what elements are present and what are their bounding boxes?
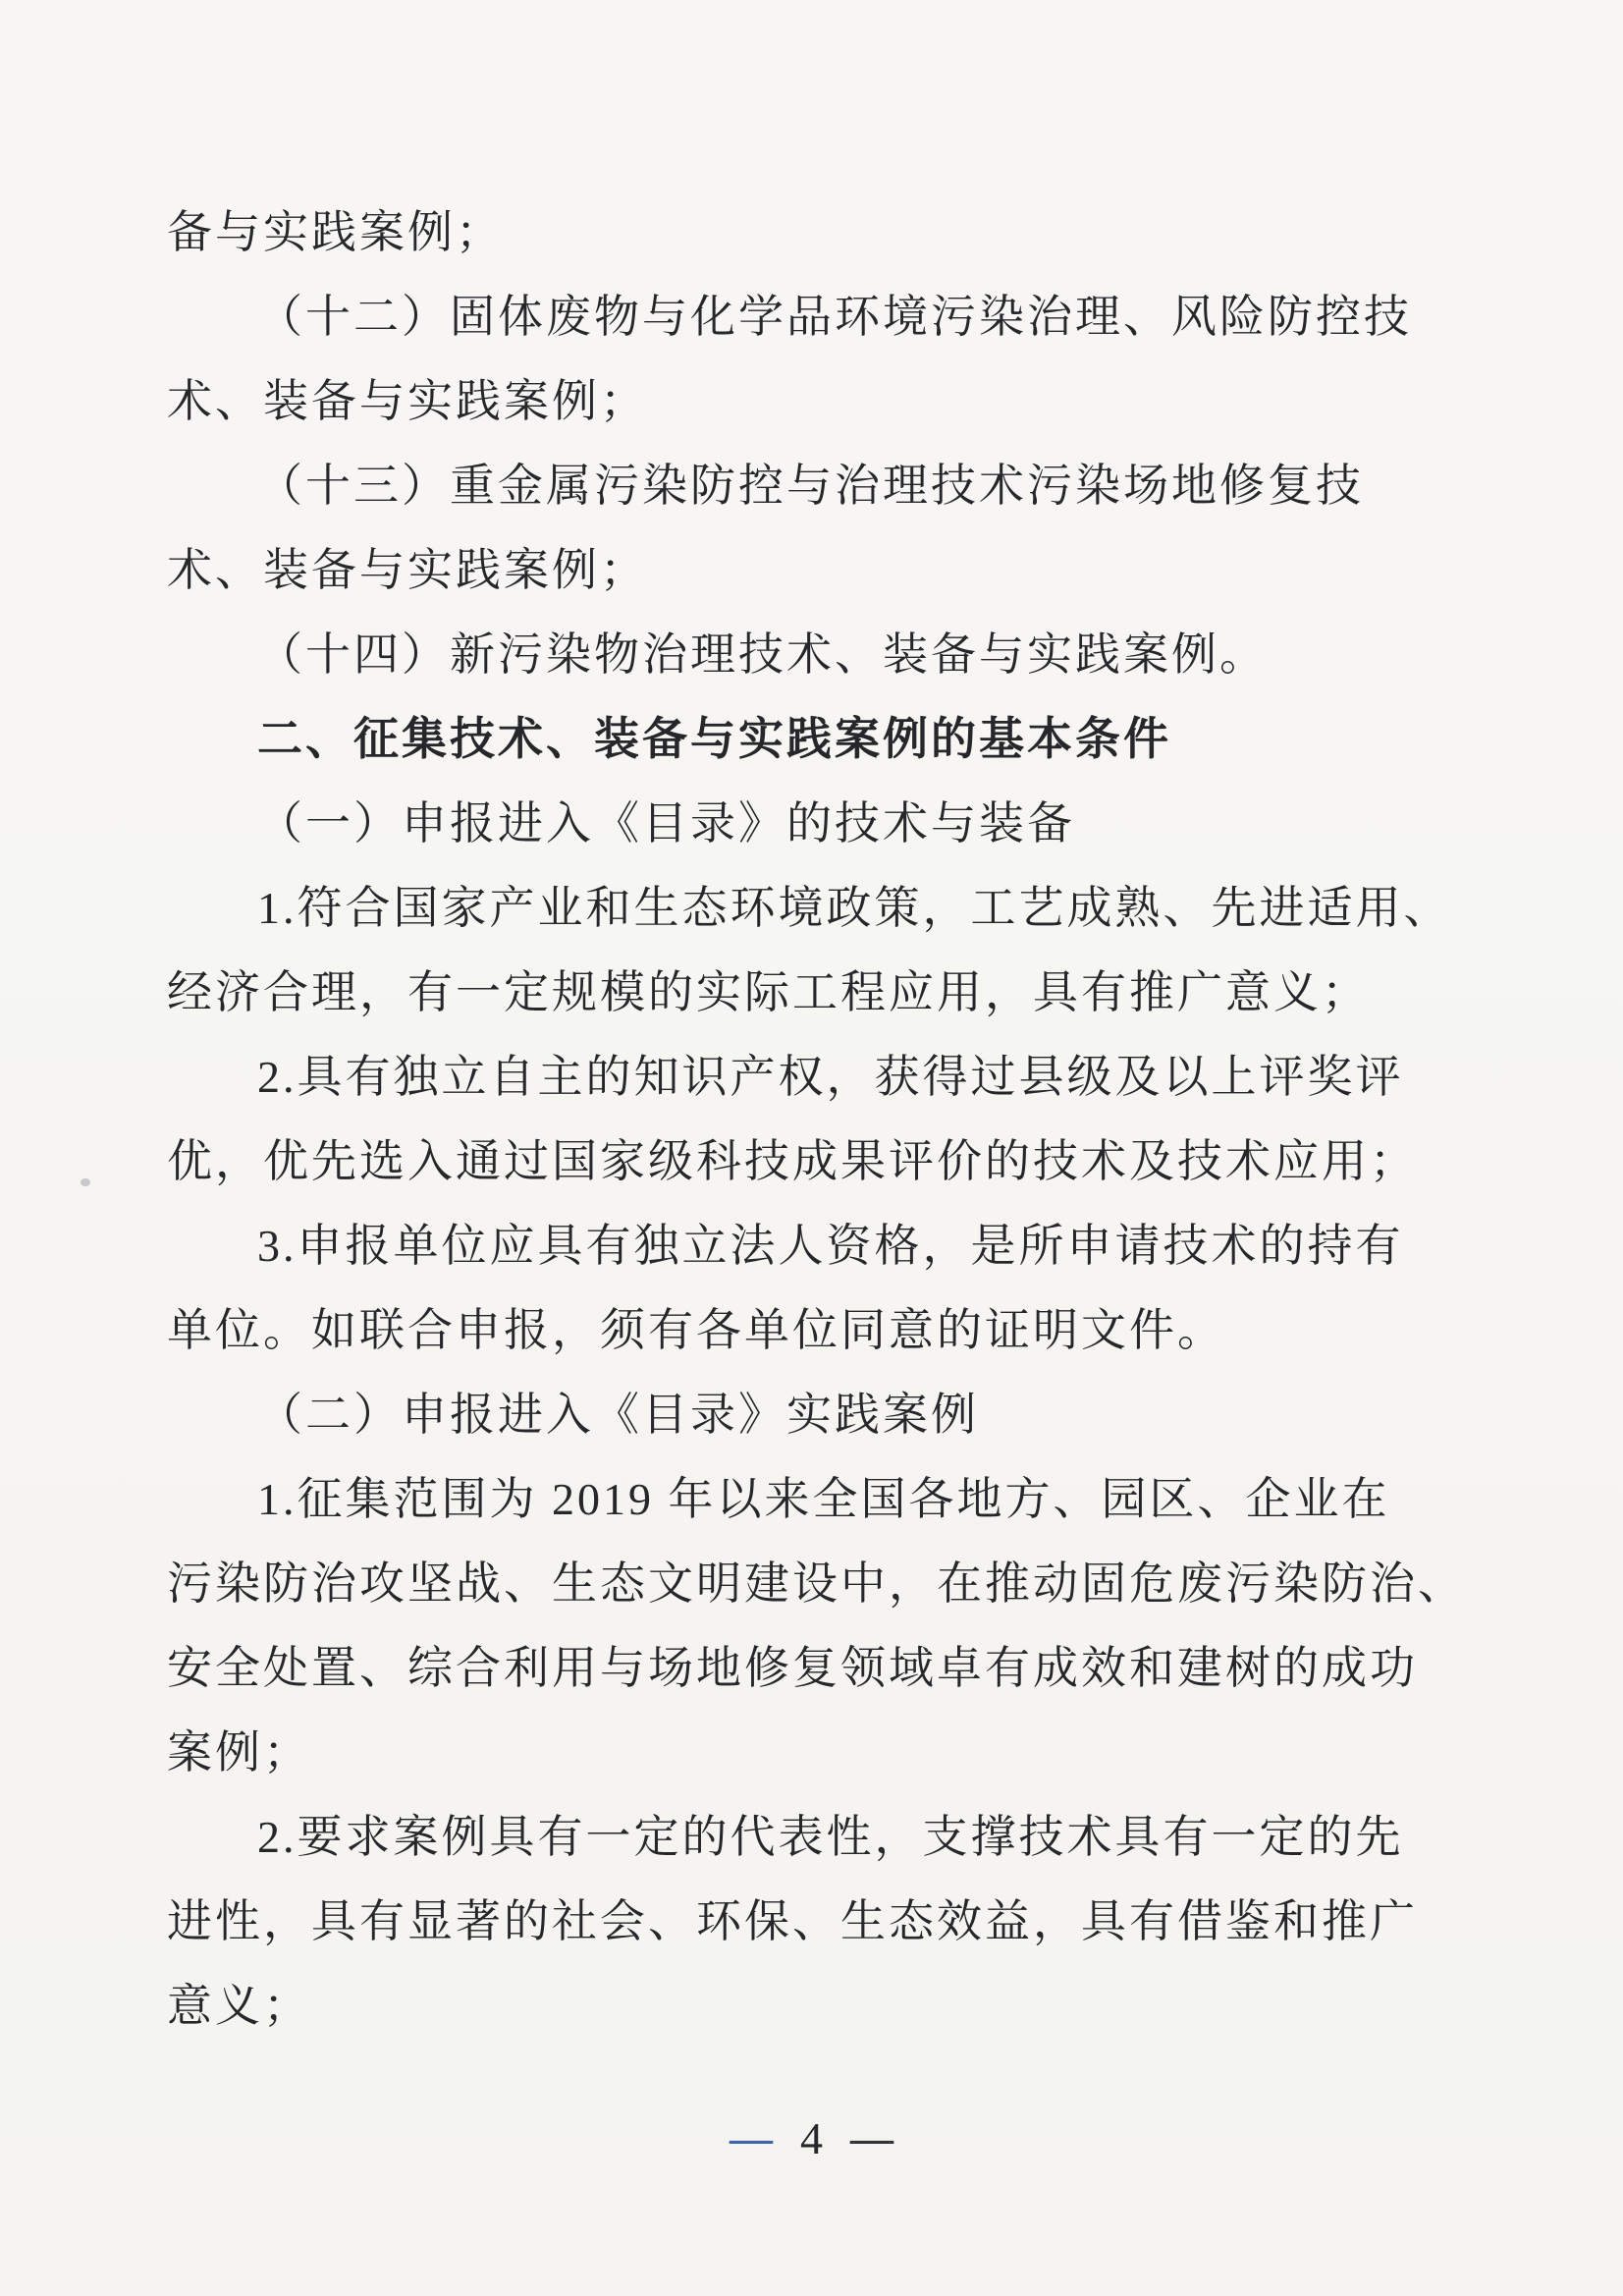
item-13-line1: （十三）重金属污染防控与治理技术污染场地修复技 bbox=[257, 461, 1364, 511]
document-body bbox=[167, 191, 1473, 2049]
condition-2-line1: 2.具有独立自主的知识产权，获得过县级及以上评奖评 bbox=[257, 1052, 1404, 1102]
scan-artifact bbox=[81, 1178, 90, 1186]
condition-1-line2: 经济合理，有一定规模的实际工程应用，具有推广意义； bbox=[167, 967, 1370, 1017]
item-14-line: （十四）新污染物治理技术、装备与实践案例。 bbox=[257, 629, 1268, 680]
section-heading-2: 二、征集技术、装备与实践案例的基本条件 bbox=[257, 714, 1171, 764]
footer-dash-left: — bbox=[730, 2114, 773, 2162]
item-12-line1: （十二）固体废物与化学品环境污染治理、风险防控技 bbox=[257, 292, 1412, 342]
item-13-line2: 术、装备与实践案例； bbox=[167, 545, 648, 595]
case-condition-1-line1: 1.征集范围为 2019 年以来全国各地方、园区、企业在 bbox=[257, 1474, 1390, 1524]
page-footer bbox=[0, 2109, 1623, 2168]
condition-2-line2: 优，优先选入通过国家级科技成果评价的技术及技术应用； bbox=[167, 1136, 1418, 1186]
condition-3-line1: 3.申报单位应具有独立法人资格，是所申请技术的持有 bbox=[257, 1221, 1404, 1271]
condition-1-line1: 1.符合国家产业和生态环境政策，工艺成熟、先进适用、 bbox=[257, 883, 1452, 933]
case-condition-2-line2: 进性，具有显著的社会、环保、生态效益，具有借鉴和推广 bbox=[167, 1896, 1418, 1946]
subsection-1-heading: （一）申报进入《目录》的技术与装备 bbox=[257, 798, 1075, 848]
case-condition-1-line4: 案例； bbox=[167, 1727, 311, 1777]
case-condition-2-line3: 意义； bbox=[167, 1981, 311, 2031]
case-condition-1-line3: 安全处置、综合利用与场地修复领域卓有成效和建树的成功 bbox=[167, 1643, 1418, 1693]
page-number: 4 bbox=[800, 2113, 823, 2163]
item-12-line2: 术、装备与实践案例； bbox=[167, 376, 648, 426]
condition-3-line2: 单位。如联合申报，须有各单位同意的证明文件。 bbox=[167, 1305, 1225, 1355]
subsection-2-heading: （二）申报进入《目录》实践案例 bbox=[257, 1390, 979, 1440]
continuation-line-equipment-cases: 备与实践案例； bbox=[167, 207, 504, 257]
footer-dash-right: — bbox=[850, 2114, 893, 2162]
case-condition-1-line2: 污染防治攻坚战、生态文明建设中，在推动固危废污染防治、 bbox=[167, 1558, 1466, 1609]
case-condition-2-line1: 2.要求案例具有一定的代表性，支撑技术具有一定的先 bbox=[257, 1812, 1404, 1862]
